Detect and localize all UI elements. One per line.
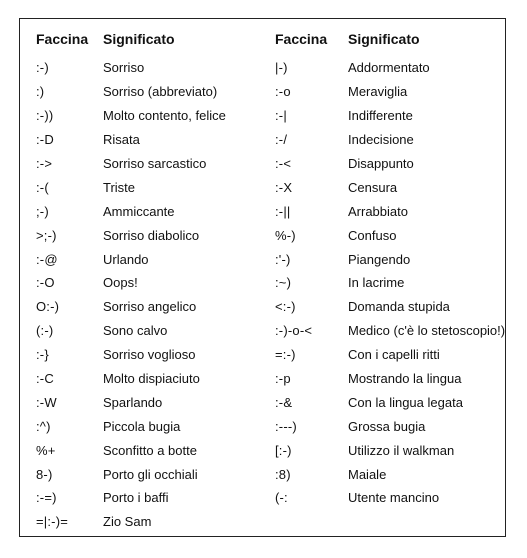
meaning-right-cell: Medico (c'è lo stetoscopio!) xyxy=(348,323,506,339)
face-left-cell: :-) xyxy=(36,60,49,76)
meaning-left-cell: Sorriso diabolico xyxy=(103,227,200,243)
face-right-cell: [:-) xyxy=(275,442,292,458)
meaning-left-cell: Sparlando xyxy=(103,394,163,410)
meaning-right-cell xyxy=(348,510,506,534)
meaning-right-cell: Utilizzo il walkman xyxy=(348,442,455,458)
face-left-cell: 8-) xyxy=(36,466,53,482)
face-right-cell: (-: xyxy=(275,490,288,506)
meaning-left-cell: Ammiccante xyxy=(103,203,175,219)
meaning-left-cell: Molto dispiaciuto xyxy=(103,371,200,387)
meaning-right-cell: In lacrime xyxy=(348,275,405,291)
face-right-cell xyxy=(275,510,348,534)
face-left-cell: :-@ xyxy=(36,251,58,267)
meaning-left-cell: Sorriso (abbreviato) xyxy=(103,84,218,100)
face-right-cell: %-) xyxy=(275,227,296,243)
meaning-right-cell: Domanda stupida xyxy=(348,299,450,315)
meaning-left-cell: Risata xyxy=(103,132,140,148)
header-row xyxy=(36,26,506,54)
meaning-left-cell: Sorriso angelico xyxy=(103,299,197,315)
face-left-cell: :-)) xyxy=(36,108,54,124)
table-row xyxy=(36,438,506,462)
table-body xyxy=(36,54,506,534)
face-left-cell: (:-) xyxy=(36,323,54,339)
table-row xyxy=(36,319,506,343)
header-meaning-left: Significato xyxy=(103,31,175,47)
table-row xyxy=(36,247,506,271)
face-right-cell: :-| xyxy=(275,108,287,124)
face-right-cell: :-|| xyxy=(275,203,291,219)
table-row xyxy=(36,104,506,128)
face-right-cell: :'-) xyxy=(275,251,291,267)
face-left-cell: :-O xyxy=(36,275,55,291)
table-row xyxy=(36,486,506,510)
face-left-cell: ;-) xyxy=(36,203,49,219)
meaning-right-cell: Disappunto xyxy=(348,156,414,171)
face-right-cell: :-o xyxy=(275,84,291,100)
meaning-right-cell: Indifferente xyxy=(348,108,413,124)
meaning-right-cell: Confuso xyxy=(348,227,397,243)
meaning-left-cell: Triste xyxy=(103,179,136,195)
face-right-cell: :-p xyxy=(275,371,291,387)
meaning-right-cell: Censura xyxy=(348,179,398,195)
meaning-left-cell: Porto gli occhiali xyxy=(103,466,198,482)
header-face-left: Faccina xyxy=(36,31,89,47)
face-left-cell: >;-) xyxy=(36,227,57,243)
face-right-cell: =:-) xyxy=(275,347,296,363)
meaning-right-cell: Addormentato xyxy=(348,60,430,76)
table-row xyxy=(36,80,506,104)
meaning-right-cell: Con i capelli ritti xyxy=(348,347,440,363)
meaning-right-cell: Piangendo xyxy=(348,251,411,267)
meaning-right-cell: Mostrando la lingua xyxy=(348,371,462,387)
meaning-left-cell: Porto i baffi xyxy=(103,490,169,506)
face-right-cell: |-) xyxy=(275,60,288,76)
table-row xyxy=(36,152,506,176)
table-row xyxy=(36,414,506,438)
face-left-cell: O:-) xyxy=(36,299,60,315)
meaning-right-cell: Utente mancino xyxy=(348,490,440,506)
meaning-right-cell: Arrabbiato xyxy=(348,203,408,219)
meaning-left-cell: Molto contento, felice xyxy=(103,108,226,124)
table-row xyxy=(36,128,506,152)
table-row xyxy=(36,54,506,80)
table-row xyxy=(36,175,506,199)
meaning-left-cell: Urlando xyxy=(103,251,149,267)
face-left-cell: =|:-)= xyxy=(36,514,69,530)
meaning-right-cell: Con la lingua legata xyxy=(348,394,463,410)
face-left-cell: :^) xyxy=(36,418,51,434)
face-right-cell: :~) xyxy=(275,275,292,291)
table-row xyxy=(36,295,506,319)
face-left-cell: :-=) xyxy=(36,490,57,506)
table-row xyxy=(36,367,506,391)
meaning-left-cell: Piccola bugia xyxy=(103,418,181,434)
meaning-left-cell: Sorriso xyxy=(103,60,145,76)
table-row xyxy=(36,510,506,534)
face-left-cell: :-D xyxy=(36,132,54,148)
face-left-cell: :-} xyxy=(36,347,49,363)
face-left-cell: :-( xyxy=(36,179,49,195)
meaning-right-cell: Indecisione xyxy=(348,132,414,148)
table-row xyxy=(36,223,506,247)
emoticons-table xyxy=(36,26,506,534)
face-right-cell: <:-) xyxy=(275,299,296,315)
meaning-right-cell: Grossa bugia xyxy=(348,418,426,434)
table-row xyxy=(36,462,506,486)
table-row xyxy=(36,271,506,295)
face-right-cell: :-/ xyxy=(275,132,288,148)
face-right-cell: :-< xyxy=(275,156,292,171)
face-right-cell: :---) xyxy=(275,418,297,434)
face-left-cell: :) xyxy=(36,84,45,100)
header-face-right: Faccina xyxy=(275,31,328,47)
meaning-left-cell: Sconfitto a botte xyxy=(103,442,197,458)
table-row xyxy=(36,199,506,223)
meaning-left-cell: Sorriso voglioso xyxy=(103,347,196,363)
header-meaning-right: Significato xyxy=(348,31,420,47)
meaning-left-cell: Sorriso sarcastico xyxy=(103,156,207,171)
face-right-cell: :8) xyxy=(275,466,291,482)
face-right-cell: :-X xyxy=(275,179,293,195)
meaning-left-cell: Oops! xyxy=(103,275,138,291)
meaning-right-cell: Maiale xyxy=(348,466,387,482)
table-row xyxy=(36,390,506,414)
table-row xyxy=(36,343,506,367)
face-left-cell: :-> xyxy=(36,156,53,171)
face-left-cell: :-C xyxy=(36,371,54,387)
meaning-left-cell: Sono calvo xyxy=(103,323,168,339)
face-left-cell: %+ xyxy=(36,442,56,458)
face-left-cell: :-W xyxy=(36,394,57,410)
face-right-cell: :-& xyxy=(275,394,293,410)
face-right-cell: :-)-o-< xyxy=(275,323,313,339)
meaning-left-cell: Zio Sam xyxy=(103,514,152,530)
meaning-right-cell: Meraviglia xyxy=(348,84,408,100)
